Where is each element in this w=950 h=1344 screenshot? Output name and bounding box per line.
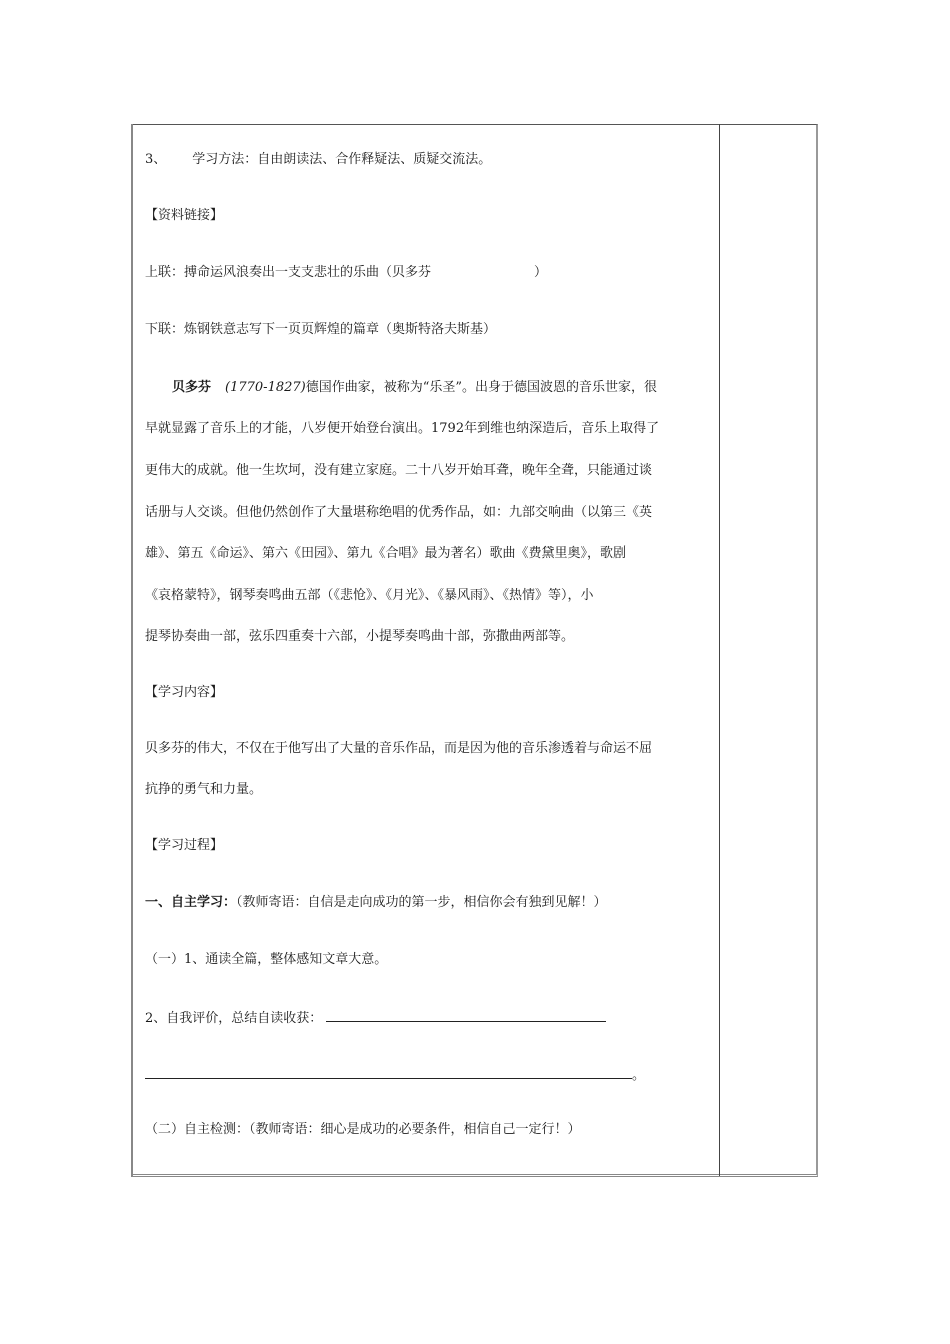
study-method-line bbox=[145, 152, 491, 168]
bio-line-5: 《哀格蒙特》，钢琴奏鸣曲五部（《悲怆》、《月光》、《暴风雨》、《热情》等），小 bbox=[145, 588, 594, 603]
step-1: （一）1、通读全篇，整体感知文章大意。 bbox=[145, 952, 388, 967]
bio-line-4: 雄》、第五《命运》、第六《田园》、第九《合唱》最为著名）歌曲《费黛里奥》，歌剧 bbox=[145, 546, 627, 561]
table-left-border bbox=[131, 124, 133, 1177]
couplet-upper-close: ） bbox=[534, 265, 548, 280]
bio-line-6: 提琴协奏曲一部，弦乐四重奏十六部，小提琴奏鸣曲十部，弥撒曲两部等。 bbox=[145, 629, 575, 644]
self-check: （二）自主检测：（教师寄语：细心是成功的必要条件，相信自己一定行！） bbox=[145, 1122, 581, 1137]
self-study-label: 一、自主学习： bbox=[145, 895, 237, 910]
content-line-1: 抗挣的勇气和力量。 bbox=[145, 782, 263, 797]
self-study-line bbox=[145, 895, 607, 911]
bio-name: 贝多芬 bbox=[172, 380, 212, 395]
content-heading: 【学习内容】 bbox=[145, 685, 224, 700]
couplet-upper-line bbox=[145, 265, 547, 281]
bio-line-3: 话册与人交谈。但他仍然创作了大量堪称绝唱的优秀作品，如：九部交响曲（以第三《英 bbox=[145, 505, 653, 520]
bio-line-1: 早就显露了音乐上的才能，八岁便开始登台演出。1792年到维也纳深造后，音乐上取得了 bbox=[145, 421, 660, 436]
answer-blank-2[interactable] bbox=[145, 1066, 632, 1079]
bio-first-line bbox=[172, 380, 657, 396]
step-2-text: 2、自我评价，总结自读收获： bbox=[145, 1011, 323, 1026]
couplet-lower: 下联：炼钢铁意志写下一页页辉煌的篇章（奥斯特洛夫斯基） bbox=[145, 322, 497, 337]
answer-blank-1[interactable] bbox=[326, 1009, 606, 1022]
bio-years: (1770-1827) bbox=[225, 380, 306, 395]
bio-line-0: 德国作曲家，被称为“乐圣”。出身于德国波恩的音乐世家，很 bbox=[305, 380, 658, 395]
study-method-number: 3、 bbox=[145, 152, 167, 167]
study-method-text: 学习方法：自由朗读法、合作释疑法、质疑交流法。 bbox=[192, 152, 492, 167]
step-2-line bbox=[145, 1009, 606, 1027]
bio-line-2: 更伟大的成就。他一生坎坷，没有建立家庭。二十八岁开始耳聋，晚年全聋，只能通过谈 bbox=[145, 463, 653, 478]
resource-heading: 【资料链接】 bbox=[145, 208, 224, 223]
answer-blank-2-line bbox=[145, 1066, 645, 1084]
self-study-note: （教师寄语：自信是走向成功的第一步，相信你会有独到见解！） bbox=[236, 895, 607, 910]
content-line-0: 贝多芬的伟大，不仅在于他写出了大量的音乐作品，而是因为他的音乐渗透着与命运不屈 bbox=[145, 741, 653, 756]
step-2-end: 。 bbox=[632, 1068, 646, 1083]
table-column-divider bbox=[719, 124, 720, 1176]
process-heading: 【学习过程】 bbox=[145, 838, 224, 853]
couplet-upper: 上联：搏命运风浪奏出一支支悲壮的乐曲（贝多芬 bbox=[145, 265, 432, 280]
